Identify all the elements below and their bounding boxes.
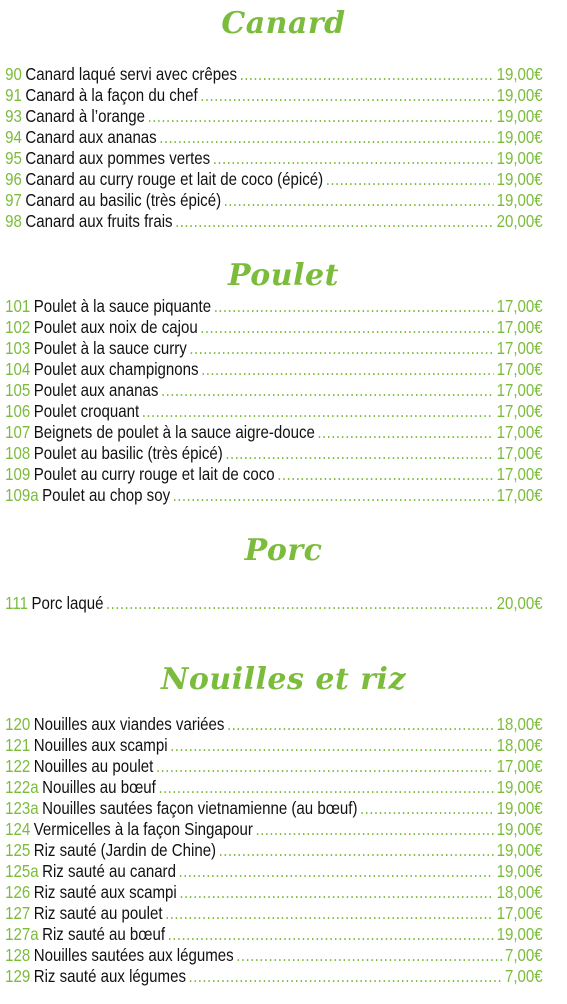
item-name: Riz sauté aux légumes [33,966,186,986]
menu-item [0,169,551,190]
menu-list [0,64,567,232]
menu-item [0,798,551,819]
menu-list [0,593,567,614]
item-price: 20,00€ [496,593,543,613]
menu-item [0,380,551,401]
item-number: 91 [5,85,22,105]
item-number: 106 [5,401,31,421]
item-number: 95 [5,148,22,168]
item-name: Canard aux ananas [25,127,157,147]
item-number: 97 [5,190,22,210]
dot-leader [326,169,494,190]
menu-item [0,882,551,903]
menu-item [0,422,551,443]
dot-leader [317,422,494,443]
item-name: Poulet aux noix de cajou [33,317,198,337]
dot-leader [179,882,494,903]
item-price: 19,00€ [496,148,543,168]
section-title: Canard [221,6,346,41]
dot-leader [173,485,494,506]
item-name: Nouilles aux viandes variées [33,714,225,734]
item-number: 123a [5,798,39,818]
dot-leader [200,85,494,106]
item-price: 19,00€ [496,106,543,126]
item-name: Nouilles sautées aux légumes [33,945,234,965]
item-name: Canard aux fruits frais [25,211,173,231]
dot-leader [156,756,494,777]
section-title: Poulet [228,258,339,293]
dot-leader [225,443,494,464]
item-price: 17,00€ [496,338,543,358]
item-number: 94 [5,127,22,147]
item-number: 122a [5,777,39,797]
dot-leader [224,190,494,211]
menu-item [0,714,551,735]
item-price: 20,00€ [496,211,543,231]
item-price: 18,00€ [496,714,543,734]
menu-item [0,443,551,464]
dot-leader [175,211,494,232]
section-poulet [0,256,567,506]
dot-leader [168,924,494,945]
item-name: Poulet au curry rouge et lait de coco [33,464,275,484]
item-price: 17,00€ [496,464,543,484]
item-number: 103 [5,338,31,358]
menu-item [0,903,551,924]
item-price: 17,00€ [496,756,543,776]
item-name: Poulet à la sauce piquante [33,296,212,316]
dot-leader [170,735,494,756]
item-name: Porc laqué [31,593,104,613]
section-title: Nouilles et riz [161,662,406,697]
dot-leader [227,714,494,735]
menu-item [0,211,551,232]
item-number: 105 [5,380,31,400]
item-number: 104 [5,359,31,379]
item-price: 18,00€ [496,735,543,755]
item-number: 109 [5,464,31,484]
item-price: 19,00€ [496,127,543,147]
item-number: 90 [5,64,22,84]
menu-item [0,106,551,127]
dot-leader [277,464,494,485]
dot-leader [360,798,494,819]
item-name: Poulet à la sauce curry [33,338,187,358]
item-name: Riz sauté au bœuf [42,924,166,944]
dot-leader [255,819,494,840]
item-price: 17,00€ [496,317,543,337]
dot-leader [159,127,494,148]
menu-item [0,190,551,211]
item-number: 124 [5,819,31,839]
item-number: 108 [5,443,31,463]
item-name: Nouilles sautées façon vietnamienne (au bœuf) [42,798,358,818]
item-number: 127 [5,903,31,923]
menu-item [0,338,551,359]
menu-item [0,464,551,485]
item-price: 17,00€ [496,359,543,379]
item-number: 109a [5,485,39,505]
item-name: Poulet au chop soy [42,485,171,505]
item-number: 101 [5,296,31,316]
dot-leader [106,593,494,614]
menu-item [0,777,551,798]
menu-item [0,840,551,861]
item-number: 93 [5,106,22,126]
menu-item [0,966,551,987]
item-price: 7,00€ [504,966,543,986]
menu-item [0,148,551,169]
item-price: 7,00€ [504,945,543,965]
item-price: 17,00€ [496,443,543,463]
dot-leader [213,148,494,169]
menu-item [0,924,551,945]
item-number: 102 [5,317,31,337]
item-price: 19,00€ [496,169,543,189]
item-number: 127a [5,924,39,944]
item-name: Canard à la façon du chef [25,85,198,105]
item-price: 19,00€ [496,819,543,839]
dot-leader [158,777,494,798]
item-name: Riz sauté (Jardin de Chine) [33,840,217,860]
item-name: Poulet croquant [33,401,140,421]
item-name: Poulet au basilic (très épicé) [33,443,223,463]
item-number: 122 [5,756,31,776]
item-number: 128 [5,945,31,965]
item-number: 98 [5,211,22,231]
item-name: Poulet aux ananas [33,380,159,400]
item-price: 17,00€ [496,296,543,316]
item-name: Beignets de poulet à la sauce aigre-douce [33,422,315,442]
item-price: 18,00€ [496,882,543,902]
menu-item [0,861,551,882]
dot-leader [219,840,494,861]
item-price: 17,00€ [496,380,543,400]
dot-leader [201,359,494,380]
menu-item [0,945,551,966]
item-price: 17,00€ [496,903,543,923]
item-price: 19,00€ [496,840,543,860]
item-name: Canard laqué servi avec crêpes [25,64,237,84]
item-price: 19,00€ [496,190,543,210]
item-name: Nouilles au poulet [33,756,154,776]
item-name: Riz sauté au poulet [33,903,163,923]
menu-item [0,735,551,756]
section-canard [0,4,567,232]
menu-item [0,359,551,380]
item-price: 19,00€ [496,861,543,881]
menu-list [0,714,567,987]
item-price: 19,00€ [496,924,543,944]
dot-leader [189,338,494,359]
dot-leader [148,106,494,127]
item-price: 19,00€ [496,85,543,105]
item-number: 125a [5,861,39,881]
item-name: Nouilles aux scampi [33,735,168,755]
dot-leader [200,317,494,338]
item-number: 126 [5,882,31,902]
item-name: Poulet aux champignons [33,359,199,379]
dot-leader [236,945,502,966]
item-number: 96 [5,169,22,189]
item-price: 19,00€ [496,798,543,818]
item-price: 17,00€ [496,422,543,442]
item-name: Canard à l’orange [25,106,145,126]
menu-item [0,85,551,106]
menu-item [0,819,551,840]
menu-item [0,64,551,85]
dot-leader [214,296,494,317]
dot-leader [189,966,503,987]
dot-leader [179,861,495,882]
menu-item [0,485,551,506]
section-nouilles-et-riz [0,660,567,987]
menu-list [0,296,567,506]
item-name: Riz sauté aux scampi [33,882,177,902]
item-number: 121 [5,735,31,755]
item-name: Canard au curry rouge et lait de coco (épicé) [25,169,324,189]
item-number: 111 [5,593,29,613]
menu-item [0,756,551,777]
item-number: 107 [5,422,31,442]
menu-item [0,593,551,614]
item-price: 17,00€ [496,401,543,421]
item-number: 125 [5,840,31,860]
item-name: Canard aux pommes vertes [25,148,211,168]
item-name: Riz sauté au canard [42,861,176,881]
dot-leader [165,903,494,924]
item-price: 17,00€ [496,485,543,505]
menu-item [0,296,551,317]
section-title: Porc [244,533,323,568]
item-price: 19,00€ [496,64,543,84]
item-number: 129 [5,966,31,986]
menu-item [0,401,551,422]
item-number: 120 [5,714,31,734]
menu-item [0,127,551,148]
item-name: Nouilles au bœuf [42,777,156,797]
menu-item [0,317,551,338]
item-price: 19,00€ [496,777,543,797]
section-porc [0,531,567,614]
dot-leader [142,401,494,422]
dot-leader [240,64,494,85]
item-name: Vermicelles à la façon Singapour [33,819,253,839]
dot-leader [161,380,494,401]
item-name: Canard au basilic (très épicé) [25,190,222,210]
